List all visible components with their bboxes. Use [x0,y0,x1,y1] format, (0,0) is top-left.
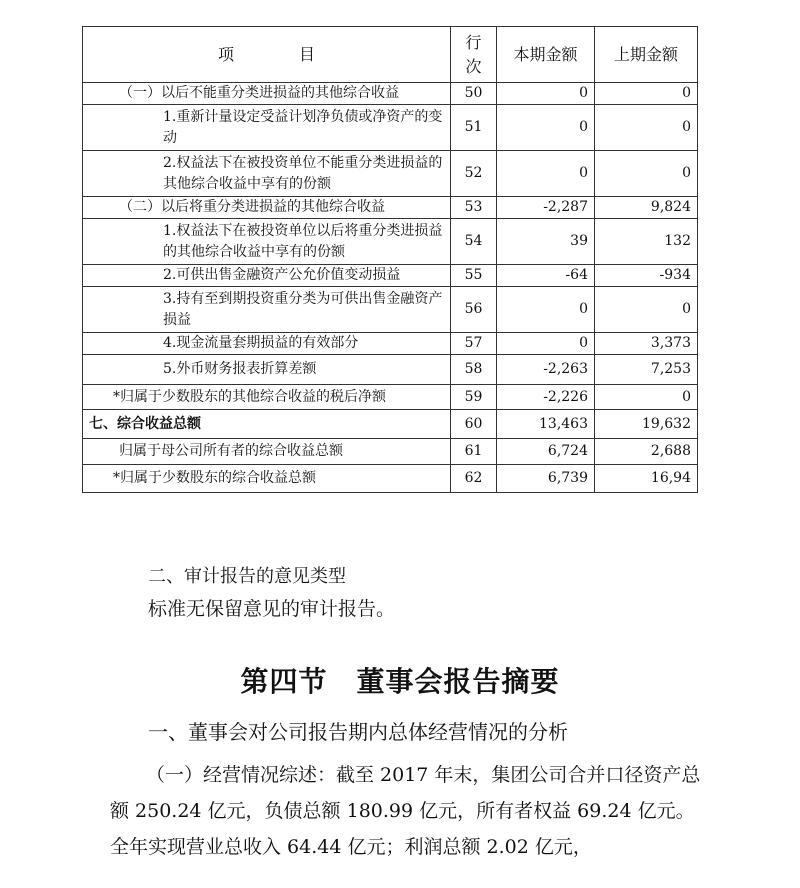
row-prior-amount: 0 [595,385,698,410]
row-line-number: 53 [451,197,497,219]
table-header-row [83,27,698,83]
row-current-amount: 13,463 [497,410,595,439]
table-row [83,83,698,105]
row-item-label: （二）以后将重分类进损益的其他综合收益 [83,197,451,219]
header-prior-amount: 上期金额 [595,27,698,83]
header-line-no: 行次 [451,27,497,83]
row-line-number: 61 [451,439,497,465]
row-item-label: 3.持有至到期投资重分类为可供出售金融资产损益 [83,287,451,333]
row-line-number: 58 [451,355,497,385]
audit-opinion-text: 标准无保留意见的审计报告。 [148,598,396,620]
header-current-amount: 本期金额 [497,27,595,83]
row-prior-amount: 132 [595,219,698,265]
row-current-amount: 6,724 [497,439,595,465]
row-prior-amount: 19,632 [595,410,698,439]
comprehensive-income-table [82,26,698,493]
row-current-amount: 0 [497,83,595,105]
table-row [83,197,698,219]
row-current-amount: -64 [497,265,595,287]
row-item-label: （一）以后不能重分类进损益的其他综合收益 [83,83,451,105]
table-row [83,219,698,265]
row-prior-amount: 0 [595,83,698,105]
table-row [83,385,698,410]
row-item-label: 4.现金流量套期损益的有效部分 [83,333,451,355]
row-line-number: 60 [451,410,497,439]
row-prior-amount: 0 [595,287,698,333]
row-item-label: 5.外币财务报表折算差额 [83,355,451,385]
table-row [83,151,698,197]
row-line-number: 62 [451,465,497,493]
row-current-amount: -2,287 [497,197,595,219]
table-row [83,333,698,355]
row-item-label: 2.可供出售金融资产公允价值变动损益 [83,265,451,287]
header-item: 项 目 [83,27,451,83]
table-row [83,355,698,385]
row-item-label: *归属于少数股东的其他综合收益的税后净额 [83,385,451,410]
audit-opinion-heading: 二、审计报告的意见类型 [148,566,346,587]
row-current-amount: 0 [497,333,595,355]
row-item-label: *归属于少数股东的综合收益总额 [83,465,451,493]
row-line-number: 51 [451,105,497,151]
row-line-number: 57 [451,333,497,355]
row-prior-amount: -934 [595,265,698,287]
row-line-number: 55 [451,265,497,287]
row-prior-amount: 3,373 [595,333,698,355]
row-prior-amount: 9,824 [595,197,698,219]
row-prior-amount: 2,688 [595,439,698,465]
row-line-number: 54 [451,219,497,265]
row-current-amount: -2,226 [497,385,595,410]
row-item-label: 1.重新计量设定受益计划净负债或净资产的变动 [83,105,451,151]
row-current-amount: 0 [497,151,595,197]
row-item-label: 2.权益法下在被投资单位不能重分类进损益的其他综合收益中享有的份额 [83,151,451,197]
row-item-label: 归属于母公司所有者的综合收益总额 [83,439,451,465]
operations-summary-paragraph: （一）经营情况综述：截至 2017 年末，集团公司合并口径资产总额 250.24 亿元，负债总额 180.99 亿元，所有者权益 69.24 亿元。全年实现营业总收入 64.44 亿元；利润总额 2.02 亿元， [110,764,701,858]
row-line-number: 52 [451,151,497,197]
table-row [83,287,698,333]
row-current-amount: 6,739 [497,465,595,493]
row-current-amount: 0 [497,287,595,333]
row-prior-amount: 16,94 [595,465,698,493]
row-prior-amount: 0 [595,105,698,151]
row-current-amount: 0 [497,105,595,151]
table-row [83,410,698,439]
table-row [83,439,698,465]
table-row [83,265,698,287]
row-line-number: 59 [451,385,497,410]
row-item-label: 1.权益法下在被投资单位以后将重分类进损益的其他综合收益中享有的份额 [83,219,451,265]
row-prior-amount: 7,253 [595,355,698,385]
table-row [83,465,698,493]
section-subheading: 一、董事会对公司报告期内总体经营情况的分析 [148,720,568,744]
row-line-number: 56 [451,287,497,333]
row-current-amount: 39 [497,219,595,265]
row-current-amount: -2,263 [497,355,595,385]
section-title: 第四节 董事会报告摘要 [240,665,560,698]
row-prior-amount: 0 [595,151,698,197]
row-item-label: 七、综合收益总额 [83,410,451,439]
row-line-number: 50 [451,83,497,105]
table-row [83,105,698,151]
